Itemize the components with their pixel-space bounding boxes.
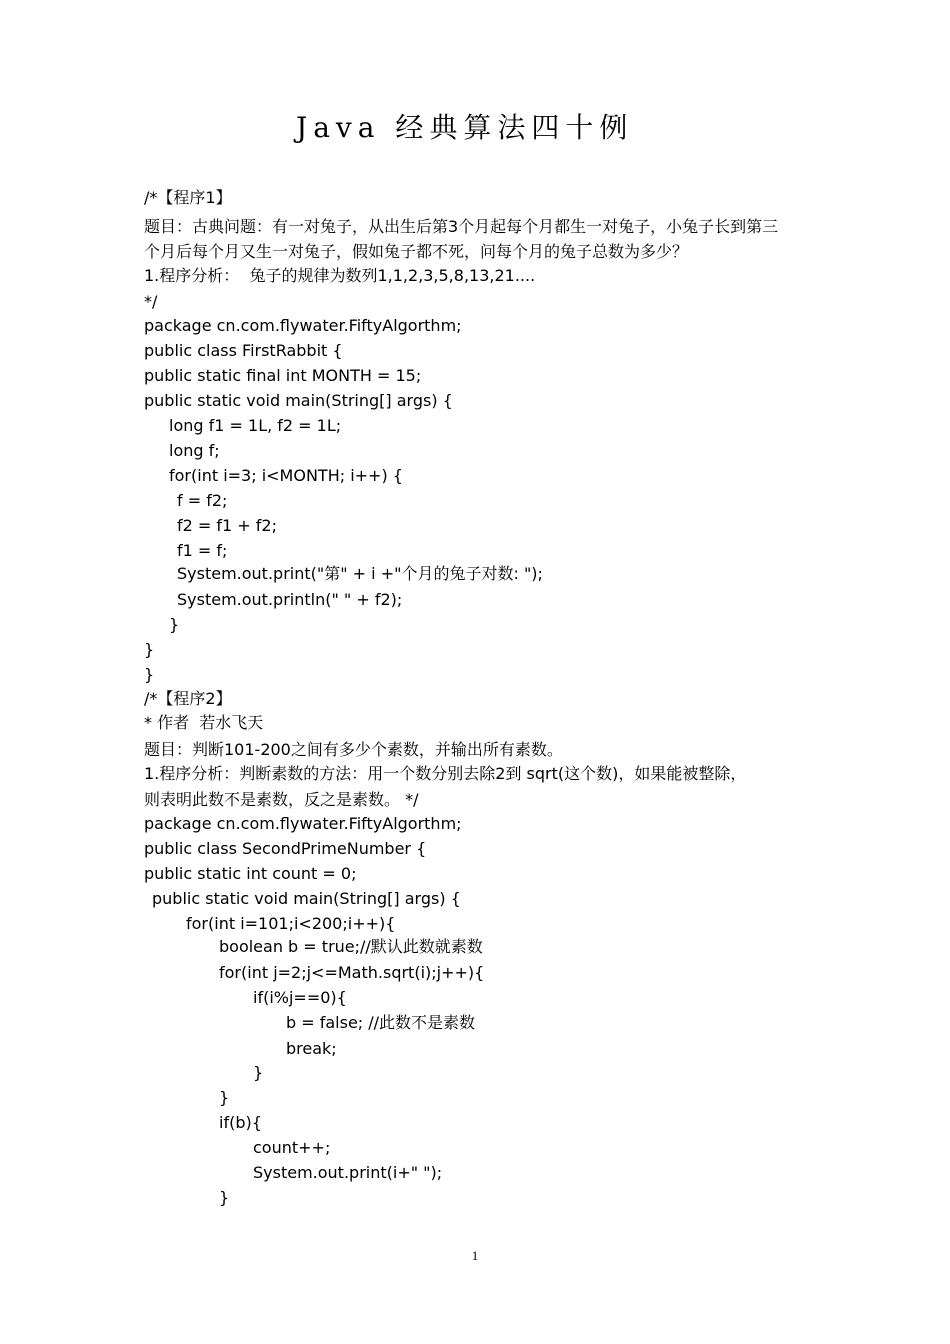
text-line: for(int j=2;j<=Math.sqrt(i);j++){ <box>219 963 485 982</box>
text-line: } <box>144 665 155 684</box>
text-line: if(i%j==0){ <box>253 988 347 1007</box>
text-line: public static final int MONTH = 15; <box>144 366 422 385</box>
text-line: } <box>219 1088 230 1107</box>
text-line: 则表明此数不是素数，反之是素数。 */ <box>144 790 419 809</box>
text-line: package cn.com.flywater.FiftyAlgorthm; <box>144 814 462 833</box>
text-line: 1.程序分析： 兔子的规律为数列1,1,2,3,5,8,13,21.... <box>144 266 536 285</box>
text-line: if(b){ <box>219 1113 262 1132</box>
text-line: /*【程序1】 <box>144 188 232 207</box>
text-line: f2 = f1 + f2; <box>177 516 277 535</box>
text-line: public static int count = 0; <box>144 864 357 883</box>
text-line: long f; <box>169 441 220 460</box>
text-line: public class FirstRabbit { <box>144 341 343 360</box>
text-line: f1 = f; <box>177 541 228 560</box>
text-line: break; <box>286 1039 337 1058</box>
text-line: 1.程序分析：判断素数的方法：用一个数分别去除2到 sqrt(这个数)，如果能被整除， <box>144 764 747 783</box>
text-line: /*【程序2】 <box>144 689 232 708</box>
text-line: System.out.print("第" + i +"个月的兔子对数: "); <box>177 564 543 583</box>
text-line: } <box>169 615 180 634</box>
text-line: long f1 = 1L, f2 = 1L; <box>169 416 342 435</box>
text-line: } <box>144 640 155 659</box>
text-line: * 作者 若水飞天 <box>144 713 264 732</box>
text-line: for(int i=3; i<MONTH; i++) { <box>169 466 403 485</box>
text-line: System.out.print(i+" "); <box>253 1163 443 1182</box>
text-line: 个月后每个月又生一对兔子，假如兔子都不死，问每个月的兔子总数为多少？ <box>144 242 689 261</box>
text-line: b = false; //此数不是素数 <box>286 1013 476 1032</box>
text-line: public static void main(String[] args) { <box>144 391 453 410</box>
text-line: 题目：古典问题：有一对兔子，从出生后第3个月起每个月都生一对兔子，小兔子长到第三 <box>144 217 779 236</box>
text-line: count++; <box>253 1138 331 1157</box>
text-line: } <box>253 1063 264 1082</box>
text-line: */ <box>144 292 158 311</box>
text-line: package cn.com.flywater.FiftyAlgorthm; <box>144 316 462 335</box>
text-line: } <box>219 1188 230 1207</box>
text-line: f = f2; <box>177 491 228 510</box>
text-line: System.out.println(" " + f2); <box>177 590 403 609</box>
text-line: public static void main(String[] args) { <box>152 889 461 908</box>
text-line: for(int i=101;i<200;i++){ <box>186 914 396 933</box>
page-number: 1 <box>471 1248 479 1263</box>
document-title: Java 经典算法四十例 <box>296 111 634 144</box>
text-line: 题目：判断101-200之间有多少个素数，并输出所有素数。 <box>144 740 563 759</box>
text-line: boolean b = true;//默认此数就素数 <box>219 937 483 956</box>
text-line: public class SecondPrimeNumber { <box>144 839 427 858</box>
